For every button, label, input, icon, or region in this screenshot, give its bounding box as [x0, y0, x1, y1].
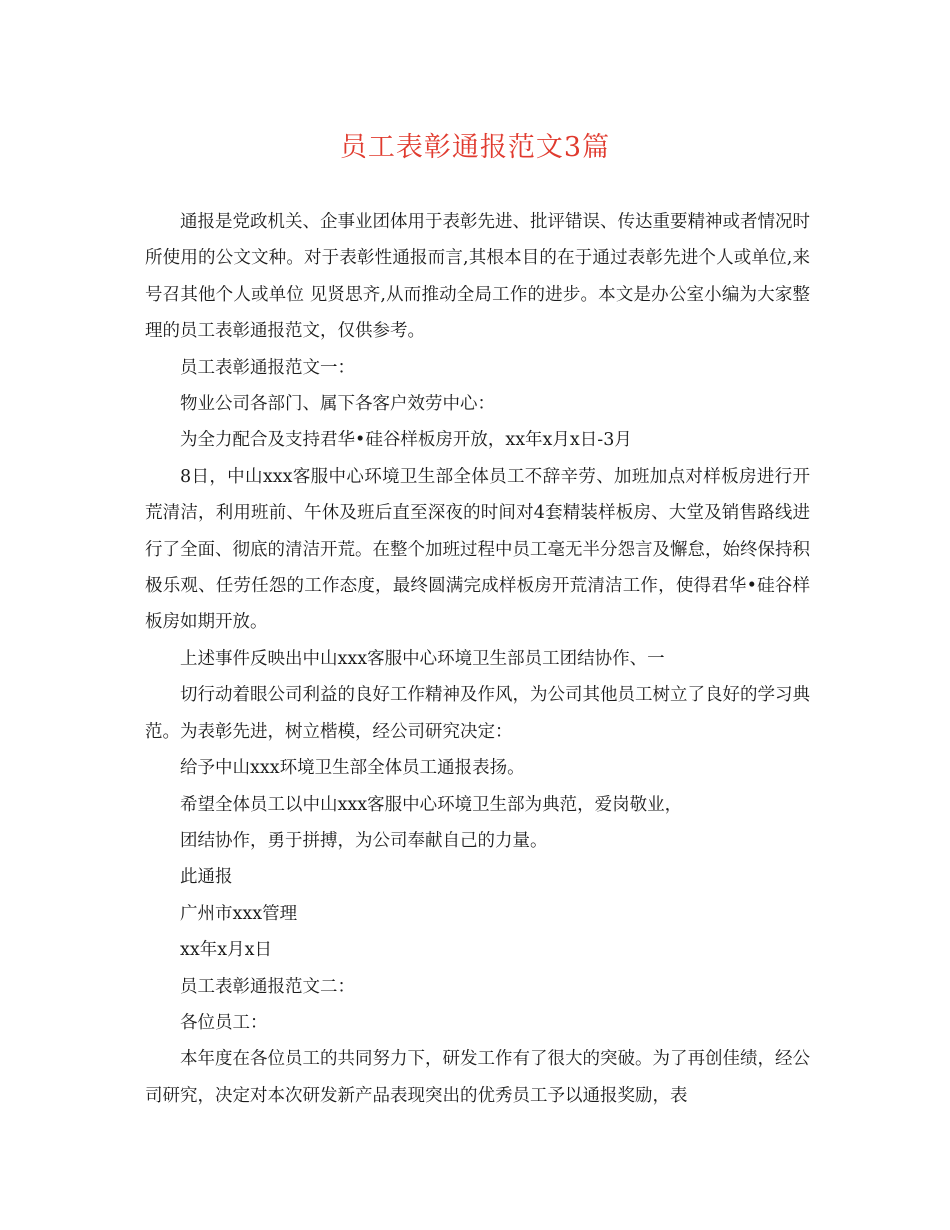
paragraph-greeting: 各位员工： — [180, 1012, 268, 1033]
paragraph-heading-sample-one: 员工表彰通报范文一： — [180, 357, 355, 378]
paragraph-event-detail: 8日，中山xxx客服中心环境卫生部全体员工不辞辛劳、加班加点对样板房进行开荒清洁，利用班前、午休及班后直至深夜的时间对4套精装样板房、大堂及销售路线进行了全面、彻底的清洁开荒。在整个加班过程中员工毫无半分怨言及懈怠，始终保持积极乐观、任劳任怨的工作态度，最终圆满完成样板房开荒清洁工作，使得君华•硅谷样板房如期开放。 — [145, 466, 810, 633]
paragraph-intro: 通报是党政机关、企事业团体用于表彰先进、批评错误、传达重要精神或者情况时所使用的公文文种。对于表彰性通报而言,其根本目的在于通过表彰先进个人或单位,来号召其他个人或单位 见贤思齐,从而推动全局工作的进步。本文是办公室小编为大家整理的员工表彰通报范文，仅供参考。 — [145, 212, 810, 342]
paragraph-reflection-start: 上述事件反映出中山xxx客服中心环境卫生部员工团结协作、一 — [180, 648, 665, 669]
document-body — [145, 204, 810, 1114]
paragraph-event-start: 为全力配合及支持君华•硅谷样板房开放，xx年x月x日-3月 — [180, 430, 632, 451]
paragraph-closing: 此通报 — [180, 867, 233, 888]
paragraph-signature-date: xx年x月x日 — [180, 940, 272, 961]
paragraph-hope-start: 希望全体员工以中山xxx客服中心环境卫生部为典范，爱岗敬业， — [180, 794, 683, 815]
paragraph-sample-two-body: 本年度在各位员工的共同努力下，研发工作有了很大的突破。为了再创佳绩，经公司研究，决定对本次研发新产品表现突出的优秀员工予以通报奖励，表 — [145, 1049, 810, 1106]
paragraph-commendation: 给予中山xxx环境卫生部全体员工通报表扬。 — [180, 758, 525, 779]
paragraph-signature-org: 广州市xxx管理 — [180, 903, 298, 924]
paragraph-reflection-detail: 切行动着眼公司利益的良好工作精神及作风，为公司其他员工树立了良好的学习典范。为表彰先进，树立楷模，经公司研究决定： — [145, 685, 810, 742]
paragraph-hope-end: 团结协作，勇于拼搏，为公司奉献自己的力量。 — [180, 830, 548, 851]
document-title: 员工表彰通报范文3篇 — [339, 132, 611, 163]
paragraph-heading-sample-two: 员工表彰通报范文二： — [180, 976, 355, 997]
paragraph-recipients: 物业公司各部门、属下各客户效劳中心： — [180, 394, 495, 415]
